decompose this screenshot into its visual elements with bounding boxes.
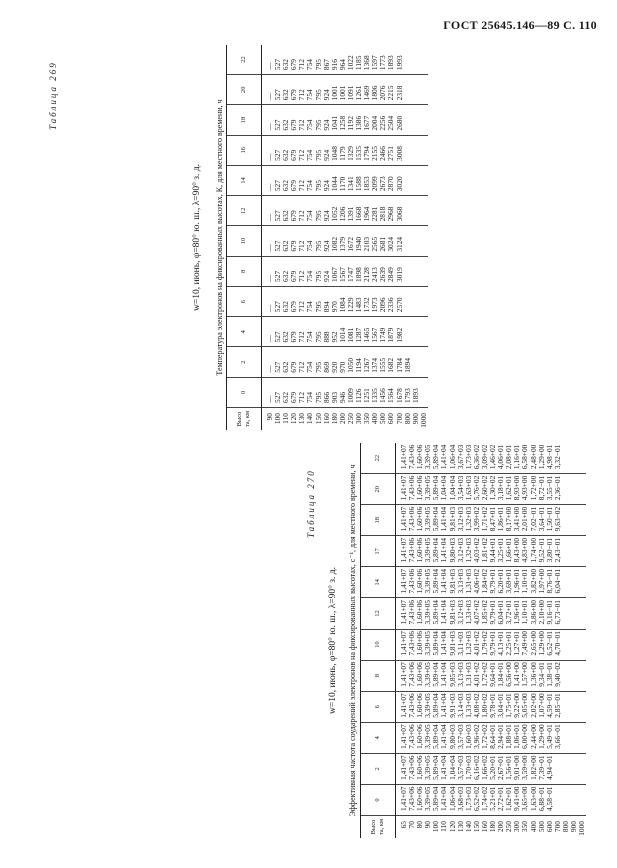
column-values: — 527 632 679 712 754 795 888 952 1014 1081 1287 1465 1567 1749 1879 1982 <box>262 317 428 347</box>
time-col-header: 20 <box>361 474 396 505</box>
time-col-header: 17 <box>361 536 396 567</box>
table-269-grid <box>226 45 428 430</box>
time-col-header: 14 <box>361 567 396 598</box>
column-values: — 527 632 679 712 754 795 924 1082 1379 1672 1940 2103 2565 2681 3024 3124 <box>262 226 428 256</box>
time-col-header: 8 <box>361 660 396 691</box>
column-values: — 527 632 679 712 754 795 924 1048 1179 1329 1535 1794 2155 2466 2751 3008 <box>262 135 428 165</box>
table-269-caption: Таблица 269 <box>48 61 58 130</box>
height-values: 90 100 110 120 130 140 150 160 180 200 250 300 350 400 500 600 700 800 900 1000 <box>265 413 428 428</box>
time-col-header: 0 <box>361 784 396 815</box>
column-values: 1,41+07 7,43+06 1,60+06 3,39+05 5,89+04 1,41+04 9,81+03 3,12+03 1,33+03 4,07+02 1,85+02 9,79+01 6,04+01 3,72+01 1,96+01 1,10+01 3,86+00 2,10+00 9,16−01 6,73−01 <box>396 598 587 629</box>
time-col-header: 8 <box>227 256 262 286</box>
time-col-header: 18 <box>361 505 396 536</box>
column-values: — 527 632 679 712 754 795 894 970 1084 1229 1483 1732 1973 2096 2336 2570 <box>262 286 428 316</box>
table-270-body-row <box>396 443 587 838</box>
column-values: 1,41+07 7,43+06 1,60+06 3,39+05 5,89+04 1,41+04 9,91+03 3,14+03 1,33+03 4,08+02 1,80+02 9,78+01 3,04+01 1,75+01 9,22+00 5,05+00 2,02+00 1,07+00 4,59−01 2,85−01 <box>396 691 587 722</box>
time-col-header: 22 <box>361 443 396 474</box>
column-values: — 527 632 679 712 754 795 866 903 946 1009 1126 1251 1335 1456 1564 1678 1793 1893 <box>262 377 428 407</box>
time-col-header: 14 <box>227 165 262 195</box>
time-col-header: 6 <box>361 691 396 722</box>
time-col-header: 20 <box>227 75 262 105</box>
table-270 <box>48 443 588 838</box>
table-269-header-row <box>227 45 262 430</box>
table-270-subtitle: Эффективная частота соударений электронов на фиксированных высотах, с⁻¹, для местного времени, ч <box>348 464 357 817</box>
time-col-header: 16 <box>227 135 262 165</box>
time-col-header: 2 <box>227 347 262 377</box>
time-col-header: 2 <box>361 753 396 784</box>
table-270-title: w=10, июнь, φ=80° ю. ш., λ=90° з. д. <box>328 567 338 714</box>
column-values: 1,41+07 7,43+06 1,60+06 3,39+05 5,89+04 1,41+04 9,81+03 3,13+03 1,31+03 4,06+02 1,84+02 9,79+01 6,20+01 3,69+01 1,96+01 1,10+01 3,82+00 1,97+00 8,76−01 6,04−01 <box>396 567 587 598</box>
column-values: — 527 632 679 712 754 795 924 1001 1001 1091 1261 1469 1806 2076 2215 2318 <box>262 75 428 105</box>
time-col-header: 10 <box>227 226 262 256</box>
page-header: ГОСТ 25645.146—89 С. 110 <box>443 18 597 32</box>
column-values: — 527 632 679 712 754 795 869 920 970 1050 1194 1267 1374 1555 1682 1784 1894 <box>262 347 428 377</box>
time-col-header: 18 <box>227 105 262 135</box>
height-header: Высо та, км <box>227 408 262 431</box>
column-values: 1,41+07 7,43+06 1,60+06 3,39+05 5,89+04 1,41+04 9,81+03 3,11+03 1,32+03 4,01+02 1,79+02 9,79+01 4,13+01 2,25+01 1,27+01 7,49+00 2,65+00 1,29+00 6,52−01 4,70−01 <box>396 629 587 660</box>
height-values: 65 70 80 90 100 110 120 130 140 150 160 180 200 250 300 350 400 500 600 700 800 900 1000 <box>399 821 587 836</box>
table-270-caption: Таблица 270 <box>306 469 316 538</box>
column-values: 1,41+07 7,43+06 1,60+06 3,39+05 5,89+04 1,41+04 1,06+04 3,68+03 1,73+03 6,52+02 1,74+02 5,21+01 2,72+01 1,62+01 9,41+00 3,65+00 1,63+00 6,88−01 4,58−01 <box>396 784 587 815</box>
column-values: 1,41+07 7,43+06 1,60+06 3,39+05 5,89+04 1,41+04 1,06+04 3,67+03 1,73+03 6,36+02 3,09+02 1,46+02 4,06+01 2,08+01 1,16+01 6,58+00 2,48+00 1,29+00 4,98−01 3,32−01 <box>396 443 587 474</box>
column-values: — 527 632 679 712 754 795 924 1041 1258 1192 1386 1677 2004 2256 2504 2680 <box>262 105 428 135</box>
column-values: — 527 632 679 712 754 795 867 916 964 1022 1185 1368 1597 1773 1893 1993 <box>262 45 428 75</box>
column-values: 1,41+07 7,43+06 1,60+06 3,39+05 5,89+04 1,41+04 9,80+03 3,12+03 1,32+03 4,03+02 1,81+02 9,44+01 3,25+01 1,66+01 8,43+00 4,83+00 1,74+00 9,52−01 3,80−01 2,43−01 <box>396 536 587 567</box>
time-col-header: 4 <box>227 317 262 347</box>
column-values: — 527 632 679 712 754 795 924 1044 1170 1341 1588 1853 2099 2673 2870 3020 <box>262 165 428 195</box>
table-269-body-row <box>262 45 428 430</box>
table-269-subtitle: Температура электронов на фиксированных высотах, К, для местного времени, ч <box>215 99 224 376</box>
time-col-header: 6 <box>227 286 262 316</box>
time-col-header: 12 <box>361 598 396 629</box>
table-270-grid <box>360 443 586 838</box>
time-col-header: 4 <box>361 722 396 753</box>
column-values: 1,41+07 7,43+06 1,60+06 3,39+05 5,89+04 1,41+04 9,80+03 3,57+03 1,60+03 3,96+02 1,72+02 8,64+01 2,94+01 1,88+01 1,06+01 6,00+00 2,44+00 1,29+00 5,49−01 3,66−01 <box>396 722 587 753</box>
time-col-header: 12 <box>227 196 262 226</box>
column-values: 1,41+07 7,43+06 1,60+06 3,39+05 5,89+04 1,41+04 9,81+03 3,12+03 1,32+03 3,99+02 1,71+02 8,47+01 1,86+01 8,17+00 3,41+00 2,01+00 7,02−01 3,64−01 1,50−01 9,63−02 <box>396 505 587 536</box>
column-values: — 527 632 679 712 754 795 924 1067 1567 1747 1898 2128 2413 2639 2849 3019 <box>262 256 428 286</box>
column-values: 1,41+07 7,43+06 1,60+06 3,39+05 5,89+04 1,41+04 1,04+04 3,57+03 1,70+03 6,16+02 1,66+02 5,20+01 2,67+01 1,56+01 9,01+00 3,59+00 1,82+00 7,39−01 4,94−01 <box>396 753 587 784</box>
time-col-header: 10 <box>361 629 396 660</box>
table-269 <box>48 45 588 430</box>
time-col-header: 22 <box>227 45 262 75</box>
height-header: Высо та, км <box>361 816 396 839</box>
column-values: 1,41+07 7,43+06 1,60+06 3,39+05 5,89+04 1,41+04 9,85+03 3,13+03 1,31+03 4,01+02 1,72+02 9,64+01 1,84+01 6,56+00 1,41+00 1,57+00 1,36+00 9,34−01 1,38−01 9,40−02 <box>396 660 587 691</box>
time-col-header: 0 <box>227 377 262 407</box>
table-270-header-row <box>361 443 396 838</box>
table-269-title: w=10, июнь, φ=80° ю. ш., λ=90° з. д. <box>192 164 202 311</box>
column-values: — 527 632 679 712 754 795 924 1052 1206 1391 1668 1964 2281 2818 2968 3068 <box>262 196 428 226</box>
column-values: 1,41+07 7,43+06 1,60+06 3,39+05 5,89+04 1,04+04 1,04+04 3,54+03 1,63+03 5,76+02 2,60+02 1,30+02 3,18+01 1,62+01 8,93+00 4,93+00 1,72+00 8,72−01 3,55−01 2,36−01 <box>396 474 587 505</box>
